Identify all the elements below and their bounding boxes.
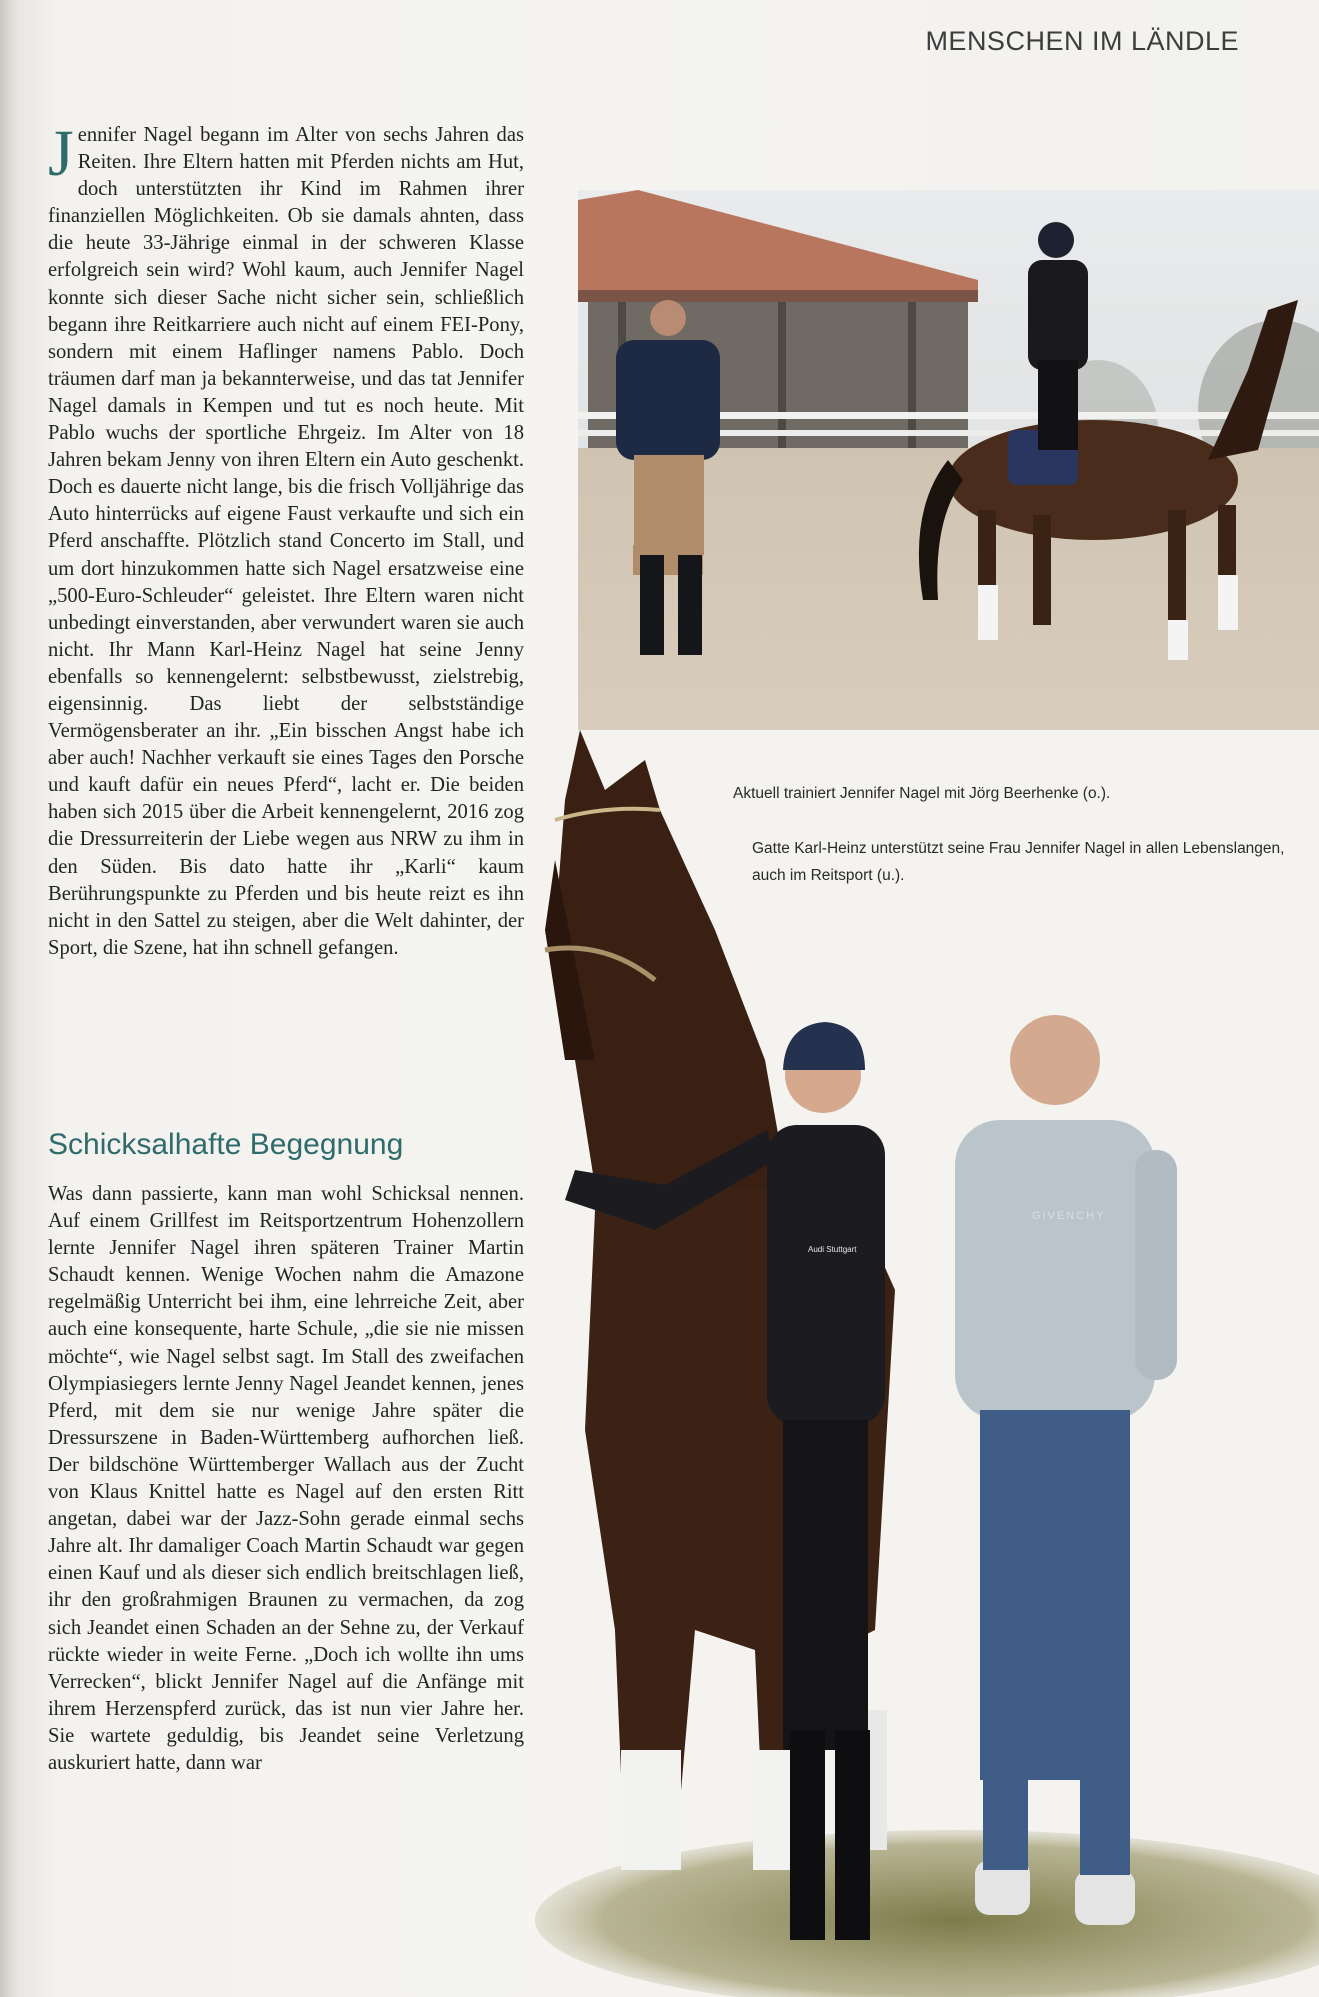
couple-illustration	[535, 730, 1319, 1997]
arena-illustration	[578, 190, 1319, 743]
caption-bottom: Gatte Karl-Heinz unterstützt seine Frau Jennifer Nagel in allen Lebenslangen, auch im Reitsport (u.).	[752, 840, 1285, 884]
caption-top: Aktuell trainiert Jennifer Nagel mit Jörg Beerhenke (o.).	[733, 785, 1111, 802]
hoodie-text: GIVENCHY	[1032, 1210, 1106, 1222]
paragraph-1	[48, 117, 524, 962]
paragraph-2: Was dann passierte, kann man wohl Schicksal nennen. Auf einem Grillfest im Reitsportzentrum Hohenzollern lernte Jennifer Nagel ihren späteren Trainer Martin Schaudt kennen. Wenige Wochen nahm die Amazone regelmäßig Unterricht bei ihm, eine lehrreiche Zeit, aber auch eine konsequente, harte Schule, „die sie nie missen möchte“, wie Nagel selbst sagt. Im Stall des zweifachen Olympiasiegers lernte Jenny Nagel Jeandet kennen, jenes Pferd, mit dem sie nur wenige Jahre später die Dressurszene in Baden-Württemberg aufhorchen ließ. Der bildschöne Württemberger Wallach aus der Zucht von Klaus Knittel hatte es Nagel auf den ersten Ritt angetan, dabei war der Jazz-Sohn gerade einmal sechs Jahre alt. Ihr damaliger Coach Martin Schaudt war gegen einen Kauf und als dieser sich endlich breitschlagen ließ, ihr den großrahmigen Braunen zu vermachen, da zog sich Jeandet einen Schaden an der Sehne zu, der Verkauf rückte wieder in weite Ferne. „Doch ich wollte ihn ums Verrecken“, blickt Jennifer Nagel auf die Anfänge mit ihrem Herzenspferd zurück, das ist nun vier Jahre her. Sie wartete geduldig, bis Jeandet seine Verletzung auskuriert hatte, dann war	[48, 1183, 524, 1774]
photo-arena-training	[578, 190, 1319, 743]
subheading: Schicksalhafte Begegnung	[48, 1128, 404, 1161]
drop-cap: J	[48, 117, 74, 190]
article-column-2	[48, 1181, 524, 1777]
photo-couple-with-horse	[535, 730, 1319, 1997]
article-column-1	[48, 117, 524, 962]
jacket-logo-text: Audi Stuttgart	[808, 1245, 857, 1254]
paragraph-1-text: ennifer Nagel begann im Alter von sechs Jahren das Reiten. Ihre Eltern hatten mit Pferden nichts am Hut, doch unterstützten ihr Kind im Rahmen ihrer finanziellen Möglichkeiten. Ob sie damals ahnten, dass die heute 33-Jährige einmal in der schweren Klasse erfolgreich sein wird? Wohl kaum, auch Jennifer Nagel konnte sich dieser Sache nicht sicher sein, schließlich begann ihre Reitkarriere auch nicht auf einem FEI-Pony, sondern mit einem Haflinger namens Pablo. Doch träumen darf man ja bekannterweise, und das tat Jennifer Nagel damals in Kempen und tut es noch heute. Mit Pablo wuchs der sportliche Ehrgeiz. Im Alter von 18 Jahren bekam Jenny von ihren Eltern ein Auto geschenkt. Doch es dauerte nicht lange, bis die frisch Volljährige das Auto hinterrücks auf eigene Faust verkaufte und sich ein Pferd anschaffte. Plötzlich stand Concerto im Stall, und um dort hinzukommen hatte sich Nagel ersatzweise eine „500-Euro-Schleuder“ geleistet. Ihre Eltern waren nicht unbedingt einverstanden, aber verwundert waren sie auch nicht. Ihr Mann Karl-Heinz Nagel hat seine Jenny ebenfalls so kennengelernt: selbstbewusst, zielstrebig, eigensinnig. Das liebt der selbstständige Vermögensberater an ihr. „Ein bisschen Angst habe ich aber auch! Nachher verkauft sie eines Tages den Porsche und kauft dafür ein neues Pferd“, lacht er. Die beiden haben sich 2015 über die Arbeit kennengelernt, 2016 zog die Dressurreiterin der Liebe wegen aus NRW zu ihm in den Süden. Bis dato hatte ihr „Karli“ kaum Berührungspunkte zu Pferden und bis heute reizt es ihn nicht in den Sattel zu steigen, aber die Welt dahinter, der Sport, die Szene, hat ihn schnell gefangen.	[48, 124, 524, 959]
section-header: MENSCHEN IM LÄNDLE	[925, 26, 1239, 56]
